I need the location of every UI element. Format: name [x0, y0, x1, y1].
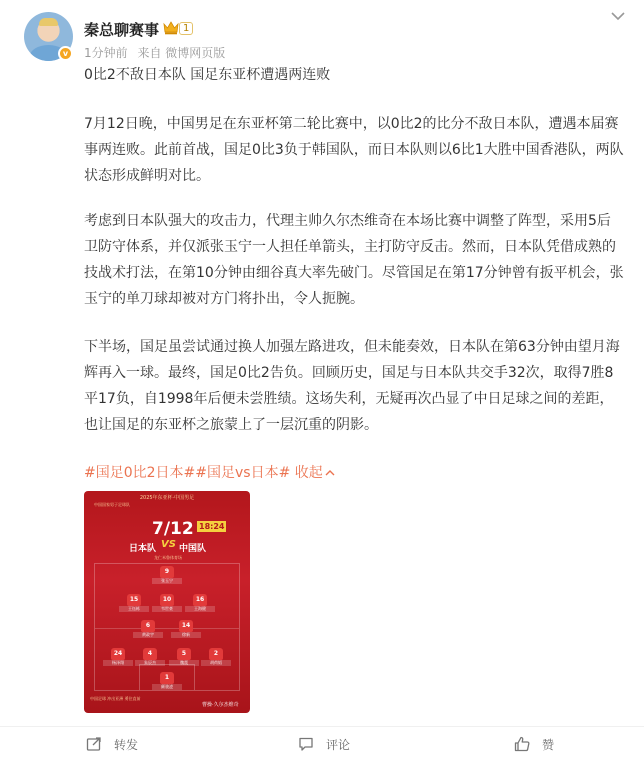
- player-number: 6: [141, 620, 155, 632]
- share-button[interactable]: [86, 734, 138, 754]
- verified-badge-icon: v: [58, 46, 73, 61]
- post-paragraph-3: 下半场，国足虽尝试通过换人加强左路进攻，但未能奏效，日本队在第63分钟由望月海辉再入一球。最终，国足0比2告负。回顾历史，国足与日本队共交手32次，取得7胜8平17负，自1998年后便未尝胜绩。这场失利，无疑再次凸显了中日足球之间的差距，也让国足的东亚杯之旅蒙上了一层沉重的阴影。: [84, 339, 620, 433]
- pitch-diagram: [94, 563, 240, 691]
- user-level-badge: 1: [179, 22, 193, 35]
- lineup-poster-image[interactable]: [84, 491, 250, 713]
- poster-footer-left: 中国足球 冲出亚洲 勇往直前: [90, 696, 141, 701]
- player-name: 徐新: [171, 632, 201, 638]
- collapse-label: 收起: [294, 465, 323, 481]
- post-source: 来自 微博网页版: [137, 46, 226, 60]
- poster-date: 7/12: [152, 519, 194, 539]
- post-paragraph-1: 7月12日晚，中国男足在东亚杯第二轮比赛中，以0比2的比分不敌日本队，遭遇本届赛事两连败。此前首战，国足0比3负于韩国队，而日本队则以6比1大胜中国香港队，两队状态形成鲜明对比。: [84, 116, 624, 184]
- player-name: 杨泽翔: [103, 660, 133, 666]
- player-number: 9: [160, 566, 174, 578]
- poster-team-right: 中国队: [179, 544, 207, 554]
- player-name: 朱辰杰: [135, 660, 165, 666]
- hashtag-link[interactable]: #国足0比2日本#: [84, 465, 196, 481]
- share-label: 转发: [114, 737, 139, 752]
- player-marker: [177, 648, 191, 665]
- thumbs-up-icon: [514, 736, 530, 752]
- player-marker: [111, 648, 125, 665]
- share-icon: [86, 736, 102, 752]
- player-marker: [179, 620, 193, 637]
- player-marker: [209, 648, 223, 665]
- player-marker: [141, 620, 155, 637]
- crown-icon[interactable]: [162, 20, 180, 35]
- player-number: 24: [111, 648, 125, 660]
- comment-label: 评论: [326, 737, 351, 752]
- player-name: 魏震: [169, 660, 199, 666]
- poster-time: 18:24: [199, 522, 225, 531]
- player-name: 韦世豪: [152, 606, 182, 612]
- player-number: 14: [179, 620, 193, 632]
- post-time[interactable]: 1分钟前: [84, 46, 128, 60]
- footer-divider: [0, 726, 644, 727]
- like-button[interactable]: [514, 734, 554, 754]
- player-marker: [160, 672, 174, 689]
- player-marker: [127, 594, 141, 611]
- comment-button[interactable]: [298, 734, 350, 754]
- hashtag-row: [84, 460, 335, 486]
- player-number: 4: [143, 648, 157, 660]
- like-label: 赞: [542, 737, 555, 752]
- username[interactable]: 秦总聊赛事: [84, 21, 160, 39]
- post-title: 0比2不敌日本队 国足东亚杯遭遇两连败: [84, 67, 331, 83]
- player-number: 5: [177, 648, 191, 660]
- player-name: 王钰栋: [119, 606, 149, 612]
- poster-header: 2025年东亚杯·中国男足: [139, 495, 195, 501]
- poster-vs: VS: [161, 539, 176, 550]
- chevron-up-icon: [325, 469, 335, 477]
- player-number: 10: [160, 594, 174, 606]
- poster-venue: 龙仁米鲁体育场: [154, 555, 182, 560]
- poster-subheader: 中国国家男子足球队: [94, 502, 130, 507]
- player-marker: [160, 566, 174, 583]
- pitch-halfway-line: [95, 628, 239, 629]
- chevron-down-icon[interactable]: [610, 10, 626, 22]
- poster-footer-right: 曹操·久尔杰维奇: [202, 702, 239, 708]
- comment-icon: [298, 736, 314, 752]
- post-paragraph-2: 考虑到日本队强大的攻击力，代理主帅久尔杰维奇在本场比赛中调整了阵型，采用5后卫防守体系，并仅派张玉宁一人担任单箭头，主打防守反击。然而，日本队凭借成熟的技战术打法，在第10分钟由细谷真大率先破门。尽管国足在第17分钟曾有扳平机会，张玉宁的单刀球却被对方门将扑出，令人扼腕。: [84, 213, 624, 307]
- player-number: 1: [160, 672, 174, 684]
- hashtag-link[interactable]: #国足vs日本#: [195, 465, 291, 481]
- player-name: 颜骏凌: [152, 684, 182, 690]
- player-marker: [193, 594, 207, 611]
- player-name: 张玉宁: [152, 578, 182, 584]
- poster-team-left: 日本队: [129, 544, 157, 554]
- post-meta: [84, 44, 231, 61]
- player-name: 黄政宇: [133, 632, 163, 638]
- player-number: 15: [127, 594, 141, 606]
- player-marker: [160, 594, 174, 611]
- player-number: 2: [209, 648, 223, 660]
- player-name: 胡荷韬: [201, 660, 231, 666]
- player-marker: [143, 648, 157, 665]
- player-name: 王海健: [185, 606, 215, 612]
- collapse-button[interactable]: [295, 465, 335, 481]
- avatar-hair: [39, 18, 58, 26]
- player-number: 16: [193, 594, 207, 606]
